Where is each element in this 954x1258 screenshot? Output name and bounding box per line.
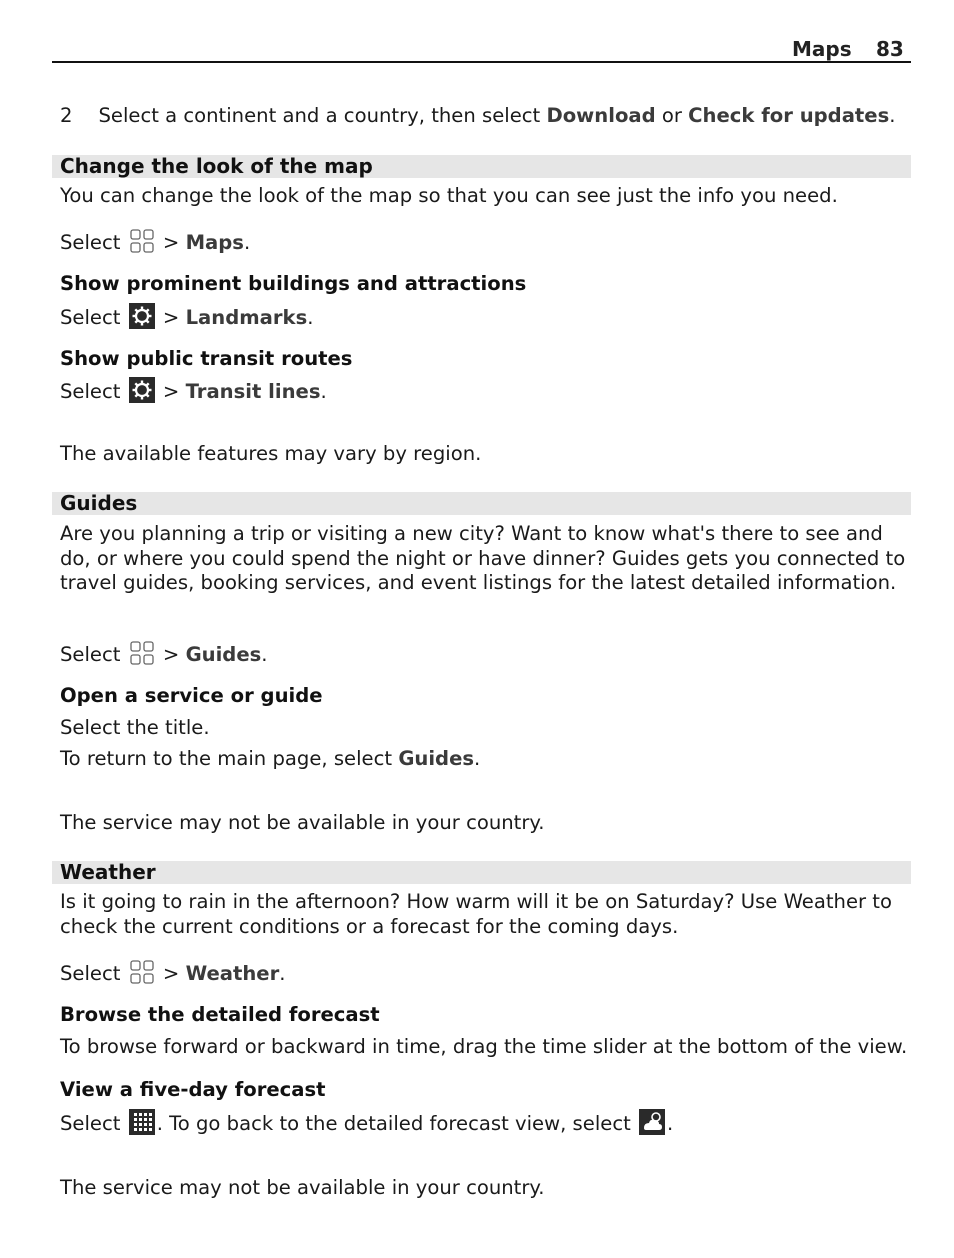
heading-open-service: Open a service or guide xyxy=(60,684,323,707)
page-number: 83 xyxy=(876,37,904,61)
arrow-gt: > xyxy=(156,643,186,666)
guides-select-line xyxy=(60,640,268,667)
look-intro: You can change the look of the map so that you can see just the info you need. xyxy=(60,184,838,207)
menu-grid-icon xyxy=(129,640,155,666)
landmarks-option: Landmarks xyxy=(185,306,308,329)
check-updates-option: Check for updates xyxy=(688,104,890,127)
maps-option: Maps xyxy=(185,231,244,254)
heading-five-day: View a five-day forecast xyxy=(60,1078,326,1101)
select-word: Select xyxy=(60,962,121,985)
step-2 xyxy=(60,103,896,128)
landmarks-line xyxy=(60,303,313,330)
step-end: . xyxy=(889,104,896,127)
line-end: . xyxy=(243,231,251,254)
arrow-gt: > xyxy=(156,231,186,254)
download-option: Download xyxy=(546,104,656,127)
note-features: The available features may vary by region. xyxy=(60,442,482,465)
line-end: . xyxy=(261,643,268,666)
heading-transit: Show public transit routes xyxy=(60,347,353,370)
section-band-look xyxy=(52,155,911,178)
select-word: Select xyxy=(60,380,121,403)
step-text: Select a continent and a country, then select xyxy=(98,104,547,127)
weather-intro: Is it going to rain in the afternoon? How warm will it be on Saturday? Use Weather to check the current conditions or a forecast for the coming days. xyxy=(60,890,892,938)
transit-lines-option: Transit lines xyxy=(185,380,321,403)
five-day-mid-text: . To go back to the detailed forecast view, select xyxy=(156,1112,631,1135)
calendar-grid-icon xyxy=(129,1109,155,1135)
line-end: . xyxy=(667,1112,674,1135)
look-select-line xyxy=(60,228,250,255)
transit-line xyxy=(60,377,327,404)
section-heading-weather: Weather xyxy=(60,860,156,884)
select-word: Select xyxy=(60,231,121,254)
select-word: Select xyxy=(60,643,121,666)
select-word: Select xyxy=(60,306,121,329)
weather-cloud-icon xyxy=(639,1109,665,1135)
line-end: . xyxy=(279,962,286,985)
header-rule xyxy=(52,61,911,63)
step-or: or xyxy=(655,104,689,127)
step-number: 2 xyxy=(60,104,73,127)
arrow-gt: > xyxy=(156,962,186,985)
open-line-1: Select the title. xyxy=(60,716,210,739)
note-service-guides: The service may not be available in your country. xyxy=(60,811,545,834)
settings-gear-icon xyxy=(129,303,155,329)
heading-buildings: Show prominent buildings and attractions xyxy=(60,272,527,295)
settings-gear-icon xyxy=(129,377,155,403)
arrow-gt: > xyxy=(156,380,186,403)
five-day-line xyxy=(60,1109,673,1136)
select-word: Select xyxy=(60,1112,121,1135)
section-band-weather xyxy=(52,861,911,884)
guides-intro: Are you planning a trip or visiting a new city? Want to know what's there to see and do, or where you could spend the night or have dinner? Guides gets you connected to travel guides, booking services, and event listings for the latest detailed information. xyxy=(60,522,906,594)
guides-option: Guides xyxy=(398,747,475,770)
guides-option: Guides xyxy=(185,643,262,666)
menu-grid-icon xyxy=(129,228,155,254)
return-text: To return to the main page, select xyxy=(60,747,399,770)
line-end: . xyxy=(307,306,314,329)
menu-grid-icon xyxy=(129,959,155,985)
line-end: . xyxy=(474,747,481,770)
weather-select-line xyxy=(60,959,286,986)
arrow-gt: > xyxy=(156,306,186,329)
running-header-section: Maps xyxy=(792,37,852,61)
detailed-forecast-text: To browse forward or backward in time, drag the time slider at the bottom of the view. xyxy=(60,1035,908,1058)
weather-option: Weather xyxy=(185,962,280,985)
section-band-guides xyxy=(52,492,911,515)
open-line-2 xyxy=(60,746,480,771)
section-heading-guides: Guides xyxy=(60,491,138,515)
line-end: . xyxy=(320,380,327,403)
heading-detailed-forecast: Browse the detailed forecast xyxy=(60,1003,380,1026)
section-heading-look: Change the look of the map xyxy=(60,154,373,178)
note-service-weather: The service may not be available in your country. xyxy=(60,1176,545,1199)
